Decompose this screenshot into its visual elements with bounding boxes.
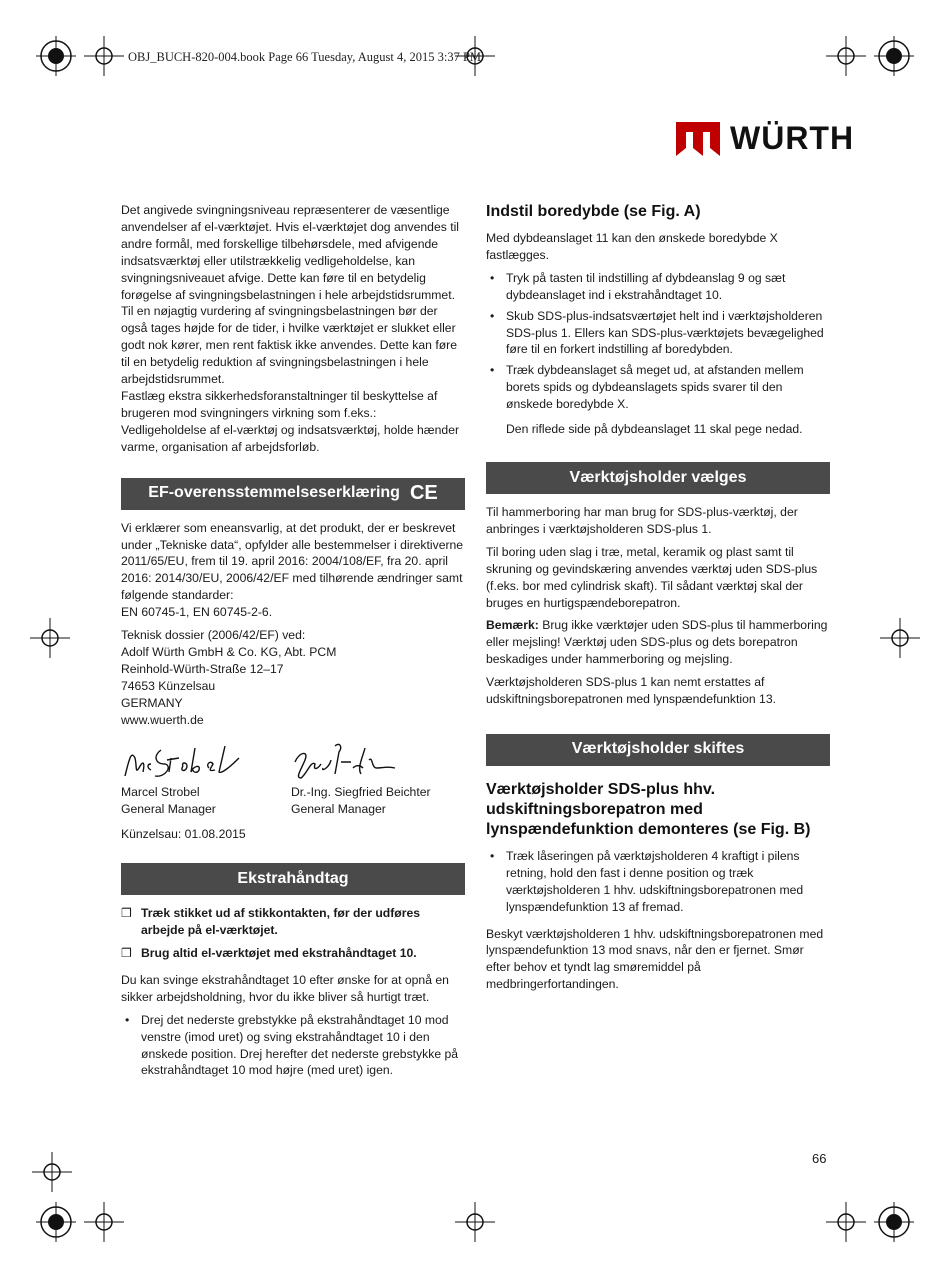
place-date: Künzelsau: 01.08.2015 <box>121 827 246 842</box>
dossier-line: Teknisk dossier (2006/42/EF) ved: <box>121 628 306 643</box>
depth-title: Indstil boredybde (se Fig. A) <box>486 203 701 220</box>
ef-dossier <box>121 627 465 728</box>
dossier-line: Adolf Würth GmbH & Co. KG, Abt. PCM <box>121 644 337 659</box>
warning-item: ❒ Brug altid el-værktøjet med ekstrahåndtaget 10. <box>121 945 465 962</box>
registration-mark-icon <box>36 36 76 76</box>
signer-name: Marcel Strobel <box>121 785 200 800</box>
holder-change-text: Beskyt værktøjsholderen 1 hhv. udskiftningsborepatronen med lynspændefunktion 13 mod snavs, når den er fjernet. Smør efter behov et tyndt lag smøremiddel på medbringerfortandingen. <box>486 926 824 992</box>
holder-select-p2: Til boring uden slag i træ, metal, keramik og plast samt til skruning og gevindskæring anvendes værktøj uden SDS-plus (f.eks. bor med cylindrisk skaft). Til sådant værktøj skal der bruges en hurtigspændeborepatron. <box>486 544 818 610</box>
holder-change-title: Værktøjsholder skiftes <box>571 740 745 758</box>
depth-text: Med dybdeanslaget 11 kan den ønskede boredybde X fastlægges. <box>486 231 778 262</box>
registration-mark-icon <box>32 1152 72 1192</box>
dossier-line: Reinhold-Würth-Straße 12–17 <box>121 661 284 676</box>
ce-mark-icon: CE <box>409 482 438 505</box>
holder-select-p1: Til hammerboring har man brug for SDS-plus-værktøj, der anbringes i værktøjsholderen SDS-plus 1. <box>486 504 798 536</box>
holder-select-remark <box>486 617 830 668</box>
signer-role: General Manager <box>121 802 216 817</box>
signer-name: Dr.-Ing. Siegfried Beichter <box>291 785 431 800</box>
registration-mark-icon <box>84 36 124 76</box>
print-header: OBJ_BUCH-820-004.book Page 66 Tuesday, August 4, 2015 3:37 PM <box>128 50 482 64</box>
list-item: • Drej det nederste grebstykke på ekstrahåndtaget 10 mod venstre (imod uret) og sving ekstrahåndtaget 10 i den ønskede position. Drej herefter det nederste grebstykke på ekstrahåndtaget 10 mod højre (med uret) igen. <box>121 1012 465 1080</box>
signatures <box>121 738 465 818</box>
warning-item: ❒ Træk stikket ud af stikkontakten, før der udføres arbejde på el-værktøjet. <box>121 905 465 939</box>
registration-mark-icon <box>826 1202 866 1242</box>
section-bar-holder-change <box>486 734 830 766</box>
registration-mark-icon <box>880 618 920 658</box>
registration-mark-icon <box>30 618 70 658</box>
depth-note: Den riflede side på dybdeanslaget 11 skal pege nedad. <box>506 422 803 437</box>
dossier-line: www.wuerth.de <box>121 712 204 727</box>
remark-text: Brug ikke værktøjer uden SDS-plus til hammerboring eller mejsling! Værktøj uden SDS-plus og dets borepatron beskadiges under hammerboring og mejsling. <box>486 618 828 667</box>
right-column <box>486 202 830 999</box>
registration-mark-icon <box>36 1202 76 1242</box>
holder-select-p3: Værktøjsholderen SDS-plus 1 kan nemt erstattes af udskiftningsborepatronen med lynspændefunktion 13. <box>486 675 776 707</box>
holder-change-subtitle: Værktøjsholder SDS-plus hhv. udskiftningsborepatron med lynspændefunktion demonteres (se Fig. B) <box>486 780 811 838</box>
intro-paragraph: Fastlæg ekstra sikkerhedsforanstaltninger til beskyttelse af brugeren mod svingningers virkning som f.eks.: Vedligeholdelse af el-værktøj og indsatsværktøj, holde hænder varme, organisation af arbejdsforløb. <box>121 388 460 454</box>
intro-paragraph: Til en nøjagtig vurdering af svingningsbelastningen bør der også tages højde for de tider, i hvilke værktøjet er slukket eller godt nok kører, men rent faktisk ikke anvendes. Dette kan føre til en betydelig reduktion af svingningsbelastningen i hele arbejdstidsrummet. <box>121 304 457 387</box>
registration-mark-icon <box>84 1202 124 1242</box>
registration-mark-icon <box>455 1202 495 1242</box>
ekstrahaandtag-title: Ekstrahåndtag <box>237 869 349 887</box>
holder-select-title: Værktøjsholder vælges <box>569 468 747 486</box>
left-column <box>121 202 465 1083</box>
logo-text: WÜRTH <box>730 120 855 156</box>
list-item: • Skub SDS-plus-indsatsværtøjet helt ind i værktøjsholderen SDS-plus 1. Ellers kan SDS-plus-værktøjets bevægelighed føre til en forkert indstilling af boredybden. <box>486 308 830 359</box>
ef-standards: EN 60745-1, EN 60745-2-6. <box>121 605 273 620</box>
ef-title: EF-overensstemmelseserklæring <box>148 484 400 502</box>
list-item: • Træk dybdeanslaget så meget ud, at afstanden mellem borets spids og dybdeanslagets spids svarer til den ønskede boredybde X. <box>486 362 830 413</box>
signer-1 <box>121 738 291 818</box>
brand-logo <box>676 120 854 157</box>
intro-paragraph: Det angivede svingningsniveau repræsenterer de væsentlige anvendelser af el-værktøjet. Hvis el-værktøjet dog anvendes til andre formål, med forskellige tilbehørsdele, med afvigende indsatsværktøj eller utilstrækkelig vedligeholdelse, kan svingningsniveauet afvige. Dette kan føre til en betydelig forøgelse af svingningsbelastningen i hele arbejdstidsrummet. <box>121 203 460 302</box>
ef-text-body: Vi erklærer som eneansvarlig, at det produkt, der er beskrevet under „Tekniske data“, opfylder alle bestemmelser i direktiverne 2011/65/EU, frem til 19. april 2016: 2004/108/EF, fra 20. april 2016: 2014/30/EU, 2006/42/EF med tilhørende ændringer samt følgende standarder: <box>121 520 464 603</box>
remark-label: Bemærk: <box>486 618 539 633</box>
ef-text <box>121 520 465 621</box>
signer-2 <box>291 738 461 818</box>
dossier-line: 74653 Künzelsau <box>121 678 216 693</box>
signature-strobel-icon <box>121 738 251 784</box>
signature-beichter-icon <box>291 738 401 784</box>
section-bar-ef <box>121 478 465 510</box>
dossier-line: GERMANY <box>121 695 183 710</box>
list-item: • Træk låseringen på værktøjsholderen 4 kraftigt i pilens retning, hold den fast i denne position og træk værktøjsholderen 1 hhv. udskiftningsborepatronen med lynspændefunktion 13 af fremad. <box>486 848 830 916</box>
registration-mark-icon <box>455 36 495 76</box>
list-item: • Tryk på tasten til indstilling af dybdeanslag 9 og sæt dybdeanslaget ind i ekstrahåndtaget 10. <box>486 270 830 304</box>
section-bar-holder-select <box>486 462 830 494</box>
registration-mark-icon <box>826 36 866 76</box>
page-number: 66 <box>812 1151 827 1166</box>
registration-mark-icon <box>874 1202 914 1242</box>
registration-mark-icon <box>874 36 914 76</box>
wuerth-logo-icon <box>676 122 720 156</box>
ekstrahaandtag-text: Du kan svinge ekstrahåndtaget 10 efter ønske for at opnå en sikker arbejdsholdning, hvor du ikke bliver så hurtigt træt. <box>121 972 449 1004</box>
section-bar-ekstrahaandtag <box>121 863 465 895</box>
signer-role: General Manager <box>291 802 386 817</box>
